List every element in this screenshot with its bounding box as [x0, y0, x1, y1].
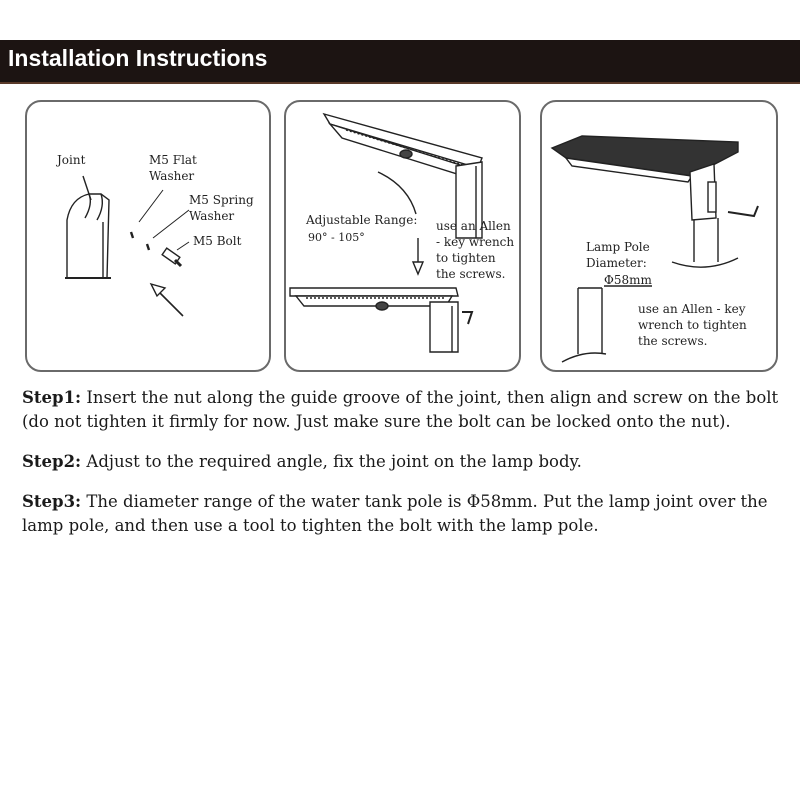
step-3-text: The diameter range of the water tank pole is Φ58mm. Put the lamp joint over the lamp pole, and then use a tool to tighten the bolt with the lamp pole. [22, 492, 768, 535]
step-1-text: Insert the nut along the guide groove of the joint, then align and screw on the bolt (do not tighten it firmly for now. Just make sure the bolt can be locked onto the nut). [22, 388, 779, 431]
header-bar [0, 40, 800, 84]
step-2 [22, 450, 792, 474]
label-joint: Joint [57, 153, 86, 167]
step-3-label: Step3: [22, 492, 82, 511]
panel-step1-diagram [25, 100, 271, 372]
page-title: Installation Instructions [8, 45, 268, 71]
label-flat-washer: M5 Flat Washer [149, 153, 197, 183]
label-allen-key-tip: use an Allen - key wrench to tighten the screws. [436, 219, 515, 281]
label-diameter-value: Φ58mm [604, 273, 652, 287]
step-3 [22, 490, 792, 538]
label-spring-washer: M5 Spring Washer [189, 193, 254, 223]
panel-step3-diagram [540, 100, 778, 372]
label-range-value: 90° - 105° [308, 231, 365, 244]
step-2-text: Adjust to the required angle, fix the joint on the lamp body. [81, 452, 582, 471]
step-2-label: Step2: [22, 452, 82, 471]
panel-step2-diagram [284, 100, 521, 372]
label-allen-key-tip: use an Allen - key wrench to tighten the screws. [638, 302, 747, 348]
label-adjustable-range: Adjustable Range: [306, 213, 418, 227]
label-bolt: M5 Bolt [193, 234, 242, 248]
step-1 [22, 386, 792, 434]
steps-section [22, 386, 792, 554]
step-1-label: Step1: [22, 388, 82, 407]
label-lamp-pole-diameter: Lamp Pole Diameter: [586, 240, 650, 270]
